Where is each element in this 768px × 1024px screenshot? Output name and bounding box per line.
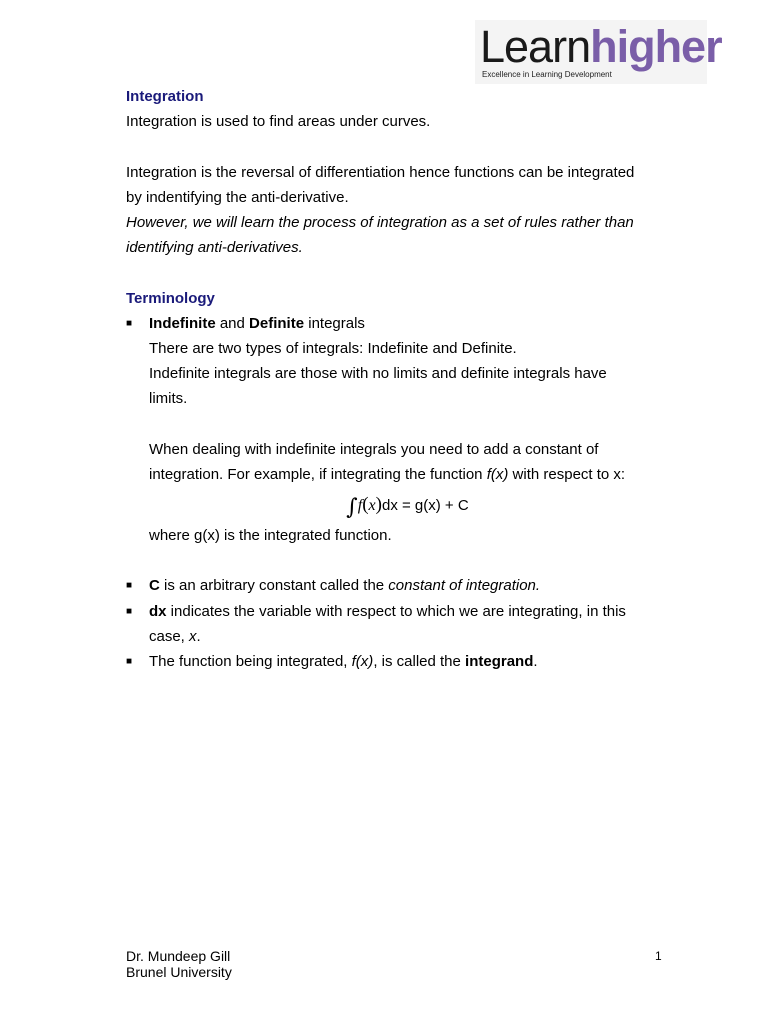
bullet1-suffix: integrals [304,314,365,332]
logo-learn-text: Learn [480,21,591,72]
term-integrand: integrand [465,652,534,670]
bullet-icon: ■ [126,580,133,592]
bullet1-text: and [215,314,250,332]
reversal-paragraph-line-2: by indentifying the anti-derivative. [126,188,349,206]
example-text: integration. For example, if integrating the function [149,465,487,483]
institution-name: Brunel University [126,963,232,980]
formula-variable: x [368,497,376,514]
terminology-heading: Terminology [126,289,215,307]
example-suffix: with respect to x: [508,465,626,483]
formula-open-paren: ( [362,494,369,515]
term-indefinite: Indefinite [149,314,216,332]
bullet3-variable: x [189,627,197,645]
types-sentence: There are two types of integrals: Indefinite and Definite. [149,339,517,357]
author-name: Dr. Mundeep Gill [126,948,231,964]
bullet2-italic: constant of integration. [388,577,541,595]
bullet-icon: ■ [126,655,133,667]
intro-paragraph: Integration is used to find areas under curves. [126,113,431,131]
bullet-icon: ■ [126,317,133,329]
integral-formula [126,487,666,523]
learnhigher-logo [475,20,722,84]
formula-function: f [357,497,363,514]
term-c: C [149,577,160,595]
bullet-integrand [126,649,666,674]
bullet-icon: ■ [126,605,133,617]
limits-sentence-line-2: limits. [149,390,188,408]
term-definite: Definite [249,314,305,332]
document-body [126,84,666,674]
rules-note-line-1: However, we will learn the process of integration as a set of rules rather than [126,213,634,231]
integral-sign-icon: ∫ [346,495,358,520]
limits-sentence-line-1: Indefinite integrals are those with no limits and definite integrals have [149,365,607,383]
bullet3-line2-text: case, [149,627,190,645]
logo-wordmark [480,22,722,72]
term-dx: dx [149,602,167,620]
bullet4-text: The function being integrated, [149,652,352,670]
rules-note-line-2: identifying anti-derivatives. [126,239,303,257]
bullet3-period: . [196,627,201,645]
bullet4-function: f(x) [351,652,374,670]
logo-tagline: Excellence in Learning Development [482,70,612,79]
formula-close-paren: ) [375,494,382,515]
integration-heading: Integration [126,88,204,105]
bullet-constant [126,573,666,598]
bullet3-text: indicates the variable with respect to which we are integrating, in this [166,602,626,620]
logo-higher-text: higher [590,21,722,72]
bullet-dx-continued [126,624,666,649]
integrated-function-note: where g(x) is the integrated function. [149,527,392,544]
bullet-indefinite-definite [126,311,666,336]
bullet-dx [126,599,666,624]
bullet4-middle: , is called the [373,652,466,670]
example-function: f(x) [486,465,509,483]
bullet2-text: is an arbitrary constant called the [159,577,389,595]
bullet4-period: . [533,652,538,670]
reversal-paragraph-line-1: Integration is the reversal of differentiation hence functions can be integrated [126,163,635,181]
footer-author [126,949,232,980]
constant-sentence-line-1: When dealing with indefinite integrals you need to add a constant of [149,440,599,458]
constant-sentence-line-2 [126,462,666,487]
formula-rest: dx = g(x) + C [381,497,469,514]
page-number: 1 [655,949,662,963]
